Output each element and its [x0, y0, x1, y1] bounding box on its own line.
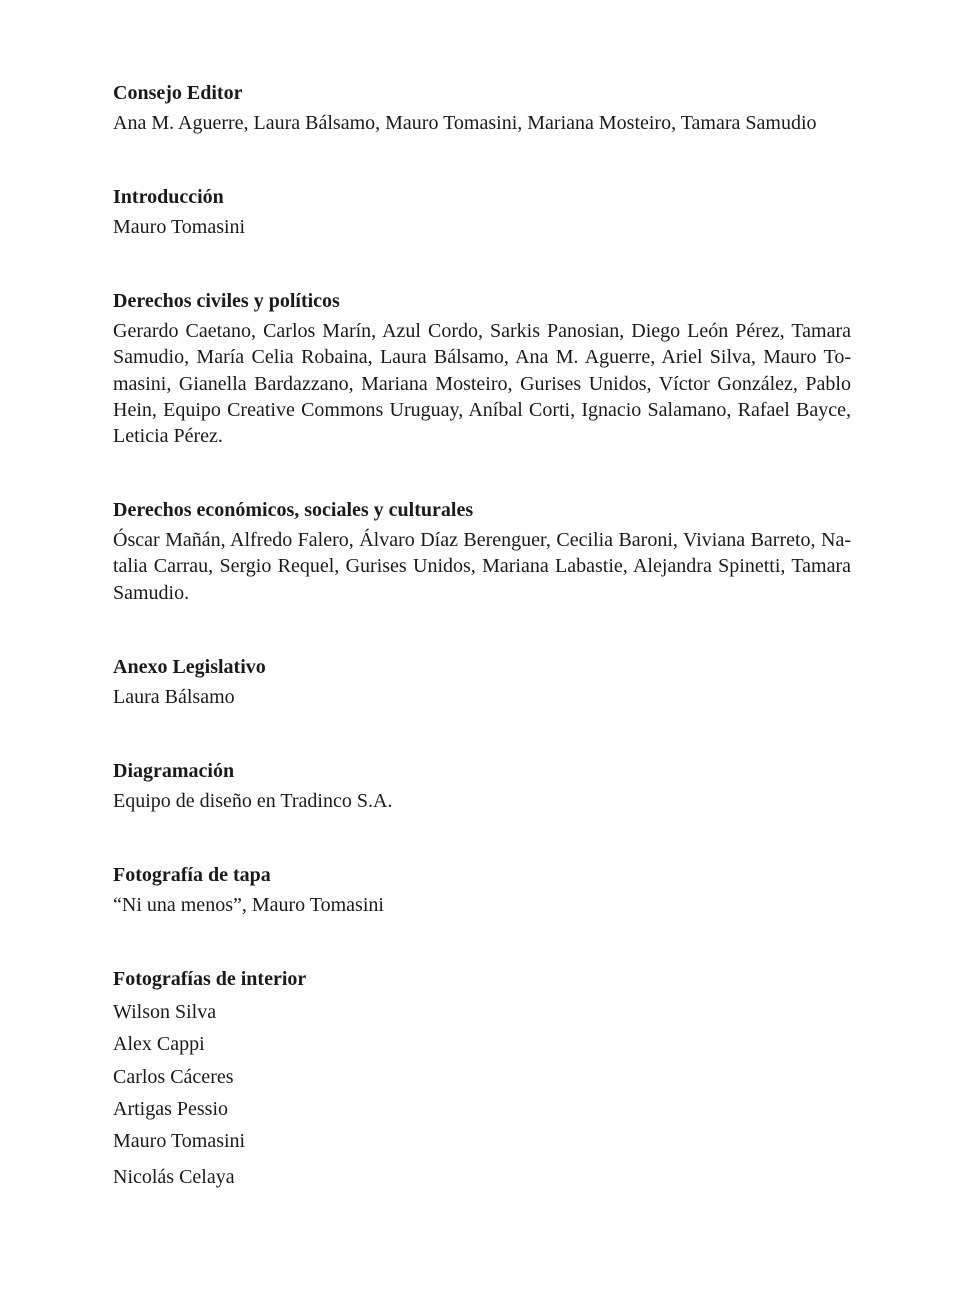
list-item: Nicolás Celaya: [113, 1166, 235, 1189]
section-derechos-civiles: [113, 288, 851, 449]
section-body: Mauro Tomasini: [113, 216, 246, 238]
section-introduccion: [113, 184, 851, 240]
section-body: Ana M. Aguerre, Laura Bálsamo, Mauro Tomasini, Mariana Mosteiro, Tamara Samudio: [113, 112, 817, 134]
section-heading: Derechos civiles y políticos: [113, 290, 340, 312]
section-heading: Anexo Legislativo: [113, 656, 266, 678]
section-diagramacion: [113, 758, 851, 814]
section-body: Gerardo Caetano, Carlos Marín, Azul Cordo, Sarkis Panosian, Diego León Pérez, Tamara Samudio, María Celia Robaina, Laura Bálsamo, Ana M. Aguerre, Ariel Silva, Mauro Tomasini, Gianella Bardazzano, Mariana Mosteiro, Gurises Unidos, Víctor González, Pablo Hein, Equipo Creative Commons Uruguay, Aníbal Corti, Ignacio Salamano, Rafael Bayce, Leticia Pérez.: [113, 320, 851, 448]
photographer-list: [113, 996, 851, 1194]
section-body: “Ni una menos”, Mauro Tomasini: [113, 894, 384, 916]
list-item: Carlos Cáceres: [113, 1065, 234, 1088]
section-body: Laura Bálsamo: [113, 686, 235, 708]
section-heading: Consejo Editor: [113, 82, 243, 104]
list-item: Alex Cappi: [113, 1033, 205, 1056]
list-item: Artigas Pessio: [113, 1097, 228, 1120]
section-fotografia-tapa: [113, 862, 851, 918]
section-heading: Derechos económicos, sociales y culturales: [113, 499, 474, 521]
section-body: Equipo de diseño en Tradinco S.A.: [113, 790, 393, 812]
section-heading: Diagramación: [113, 760, 235, 782]
section-heading: Introducción: [113, 186, 224, 208]
section-heading: Fotografías de interior: [113, 968, 307, 990]
section-fotografias-interior: [113, 966, 851, 1194]
section-derechos-economicos: [113, 497, 851, 606]
section-body: Óscar Mañán, Alfredo Falero, Álvaro Díaz Berenguer, Cecilia Baroni, Viviana Barreto, Natalia Carrau, Sergio Requel, Gurises Unidos, Mariana Labastie, Alejandra Spinetti, Tamara Samudio.: [113, 529, 851, 604]
section-heading: Fotografía de tapa: [113, 864, 271, 886]
list-item: Wilson Silva: [113, 1001, 217, 1023]
section-consejo-editor: [113, 80, 851, 136]
list-item: Mauro Tomasini: [113, 1130, 246, 1153]
section-anexo-legislativo: [113, 654, 851, 710]
